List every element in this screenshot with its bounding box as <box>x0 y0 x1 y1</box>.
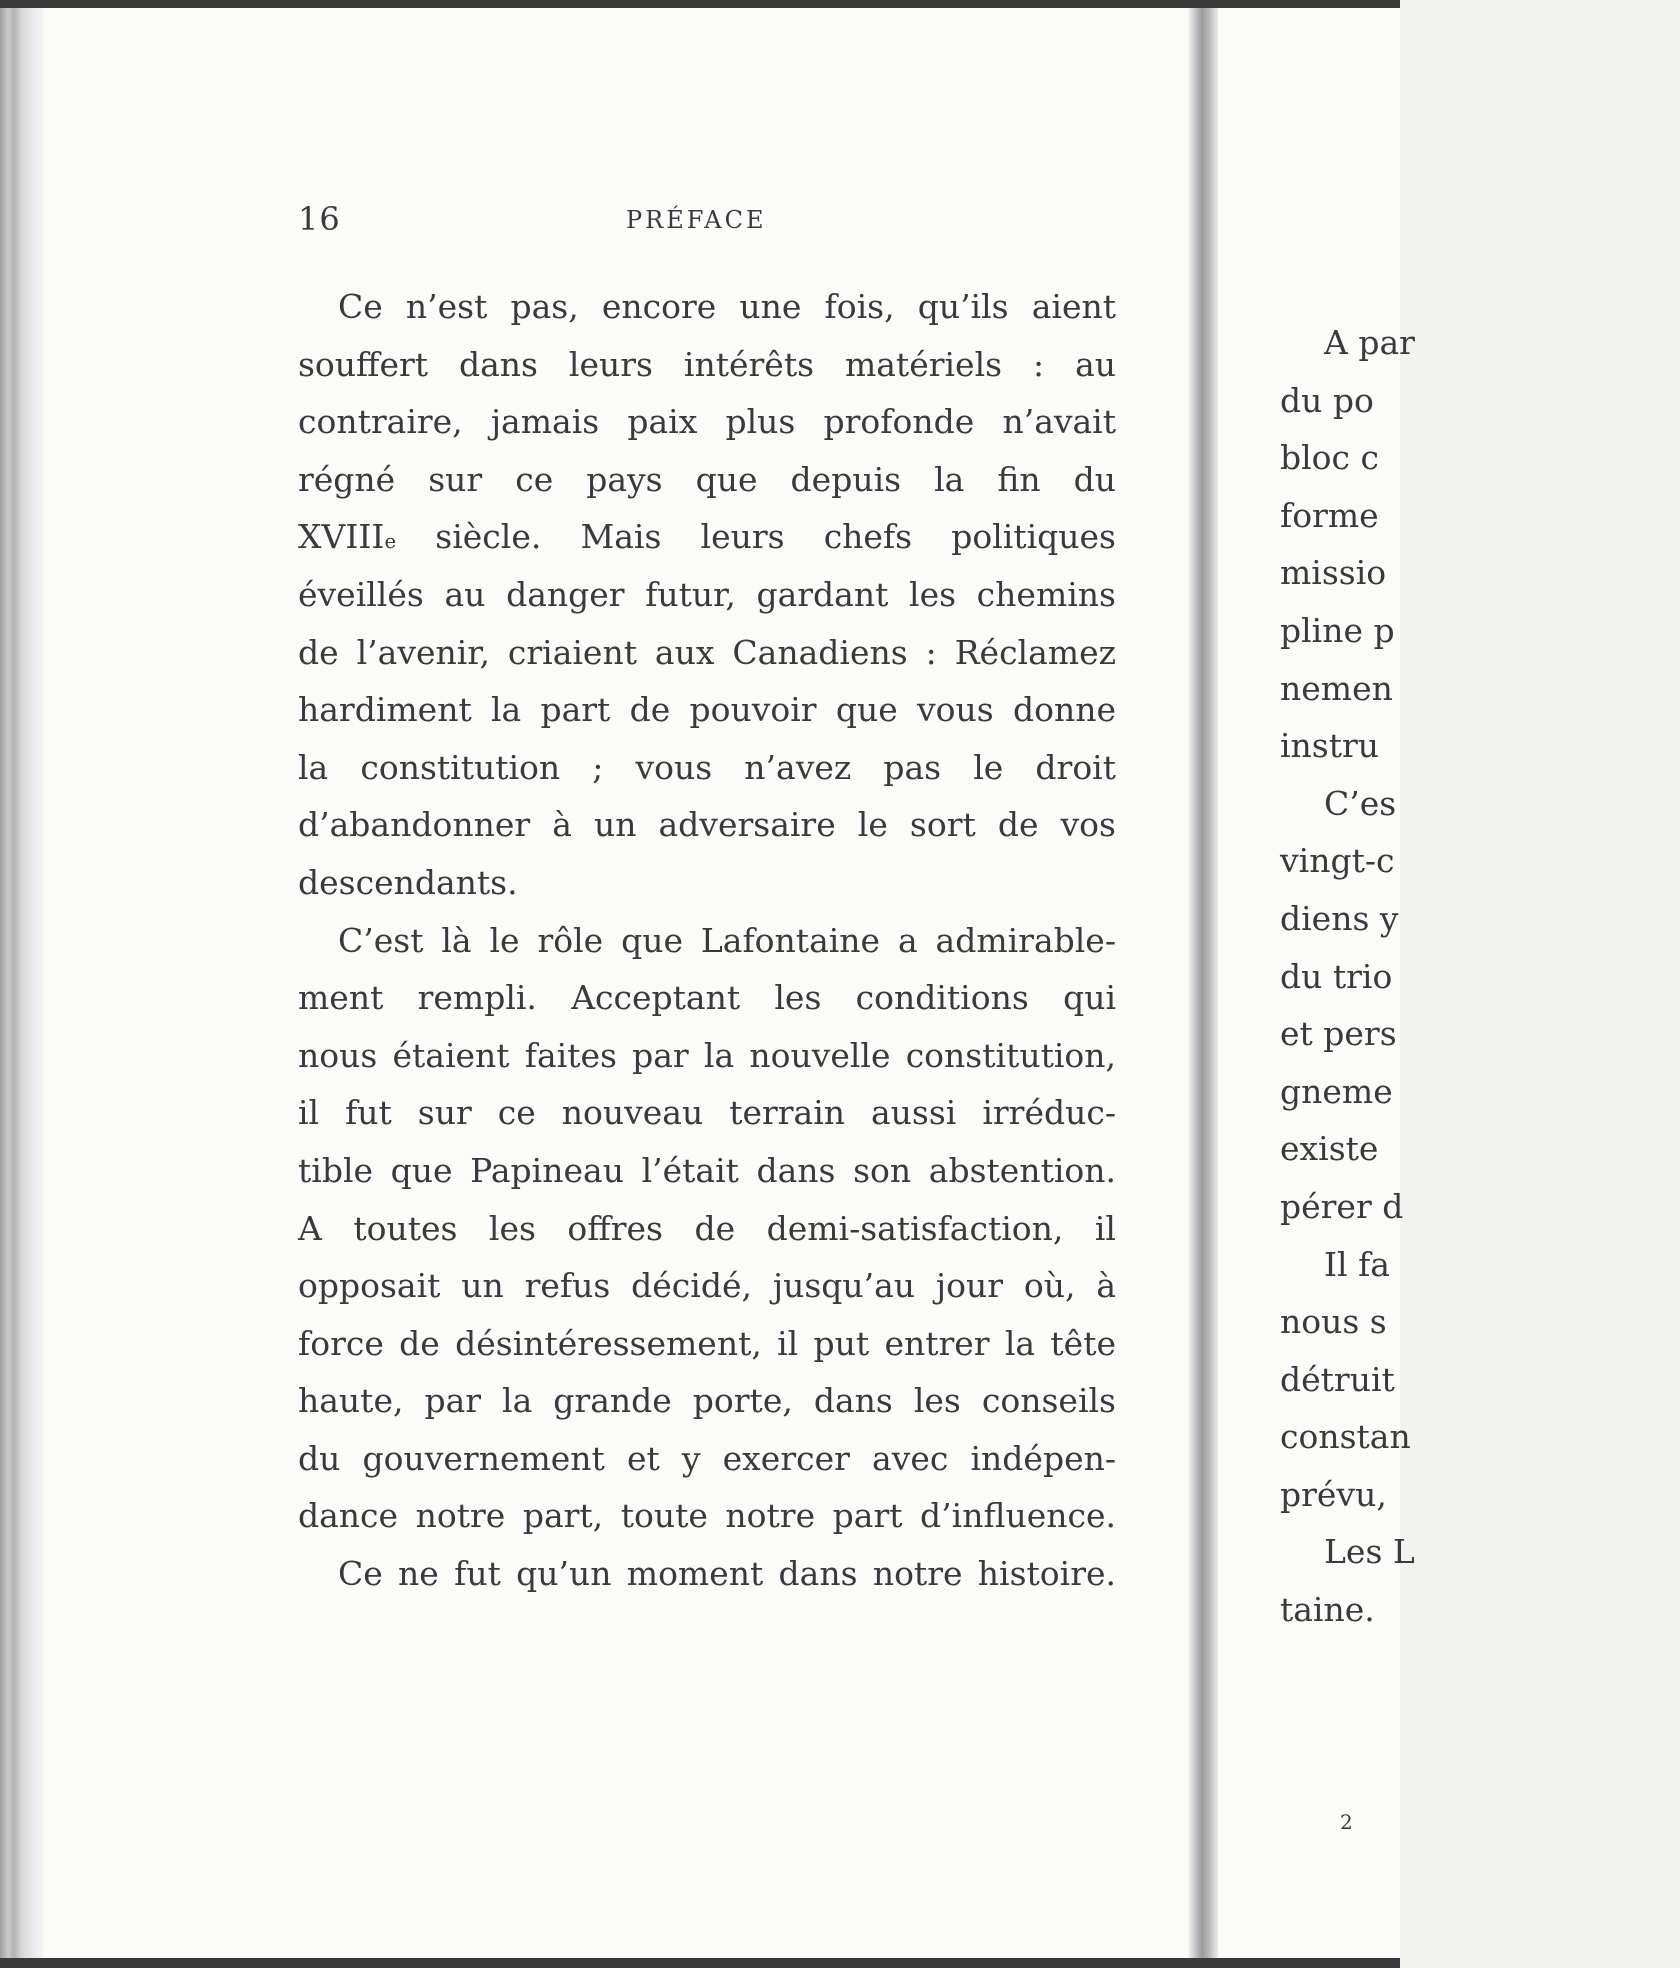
text-line: contraire, jamais paix plus profonde n’avait <box>298 402 1116 442</box>
text-line: gneme <box>1280 1071 1393 1111</box>
paragraph-2 <box>298 912 1116 1546</box>
text-line: Ce n’est pas, encore une fois, qu’ils aient <box>338 287 1116 326</box>
paragraph-1 <box>298 278 1116 912</box>
text-line: constan <box>1280 1417 1411 1457</box>
book-gutter <box>1188 8 1218 1958</box>
text-line: pérer d <box>1280 1186 1404 1226</box>
text-line: prévu, <box>1280 1474 1387 1514</box>
text-line: forme <box>1280 495 1379 535</box>
text-line: et pers <box>1280 1014 1397 1054</box>
right-page <box>1218 8 1415 1958</box>
text-line: dance notre part, toute notre part d’influence. <box>298 1496 1116 1536</box>
century-numeral: XVIII <box>298 517 385 557</box>
text-line: nous étaient faites par la nouvelle constitution, <box>298 1035 1116 1075</box>
text-line: Il fa <box>1324 1244 1390 1284</box>
text-line: force de désintéressement, il put entrer la tête <box>298 1323 1116 1363</box>
page-number: 16 <box>298 200 341 238</box>
text-line: il fut sur ce nouveau terrain aussi irréduc- <box>298 1093 1116 1133</box>
text-line: instru <box>1280 726 1380 766</box>
text-line: d’abandonner à un adversaire le sort de vos <box>298 805 1116 845</box>
text-line: diens y <box>1280 898 1399 938</box>
text-line: haute, par la grande porte, dans les conseils <box>298 1381 1116 1421</box>
signature-mark: 2 <box>1340 1810 1353 1834</box>
text-line: tible que Papineau l’était dans son abstention. <box>298 1150 1116 1190</box>
scan-top-border <box>0 0 1400 8</box>
left-page-edge <box>0 8 44 1958</box>
text-line: nemen <box>1280 668 1393 708</box>
text-line: régné sur ce pays que depuis la fin du <box>298 459 1116 499</box>
scan-bottom-border <box>0 1958 1400 1968</box>
running-head <box>298 200 1116 240</box>
text-line: C’es <box>1324 783 1397 823</box>
text-line: hardiment la part de pouvoir que vous donne <box>298 690 1116 730</box>
text-line: vingt-c <box>1280 841 1395 881</box>
text-line: du gouvernement et y exercer avec indépen- <box>298 1438 1116 1478</box>
text-line: A par <box>1324 323 1415 362</box>
text-line: missio <box>1280 553 1387 593</box>
text-line: du trio <box>1280 956 1393 996</box>
text-line: Ce ne fut qu’un moment dans notre histoire. <box>338 1554 1116 1594</box>
text-line: éveillés au danger futur, gardant les chemins <box>298 574 1116 614</box>
text-line: C’est là le rôle que Lafontaine a admirable- <box>338 920 1116 960</box>
text-line <box>298 508 1116 566</box>
text-line: de l’avenir, criaient aux Canadiens : Réclamez <box>298 632 1116 672</box>
text-line: du po <box>1280 380 1374 420</box>
text-line: bloc c <box>1280 438 1379 478</box>
text-line: Les L <box>1324 1532 1415 1572</box>
text-line: existe <box>1280 1129 1379 1169</box>
text-line: opposait un refus décidé, jusqu’au jour où, à <box>298 1266 1116 1306</box>
text-line: descendants. <box>298 862 518 902</box>
text-line: détruit <box>1280 1359 1395 1399</box>
text-line: souffert dans leurs intérêts matériels : au <box>298 344 1116 384</box>
right-page-text <box>1280 314 1680 1639</box>
text-line: ment rempli. Acceptant les conditions qui <box>298 978 1116 1018</box>
text-line: taine. <box>1280 1590 1375 1630</box>
text-line: pline p <box>1280 610 1395 650</box>
text-line: A toutes les offres de demi-satisfaction, il <box>298 1208 1116 1248</box>
text-line: la constitution ; vous n’avez pas le droit <box>298 747 1116 787</box>
superscript: e <box>384 530 397 554</box>
running-title: PRÉFACE <box>626 206 767 234</box>
paragraph-3 <box>298 1545 1116 1603</box>
text-line: nous s <box>1280 1302 1387 1342</box>
left-page-text <box>298 278 1116 1603</box>
text-line-rest: siècle. Mais leurs chefs politiques <box>396 517 1116 557</box>
